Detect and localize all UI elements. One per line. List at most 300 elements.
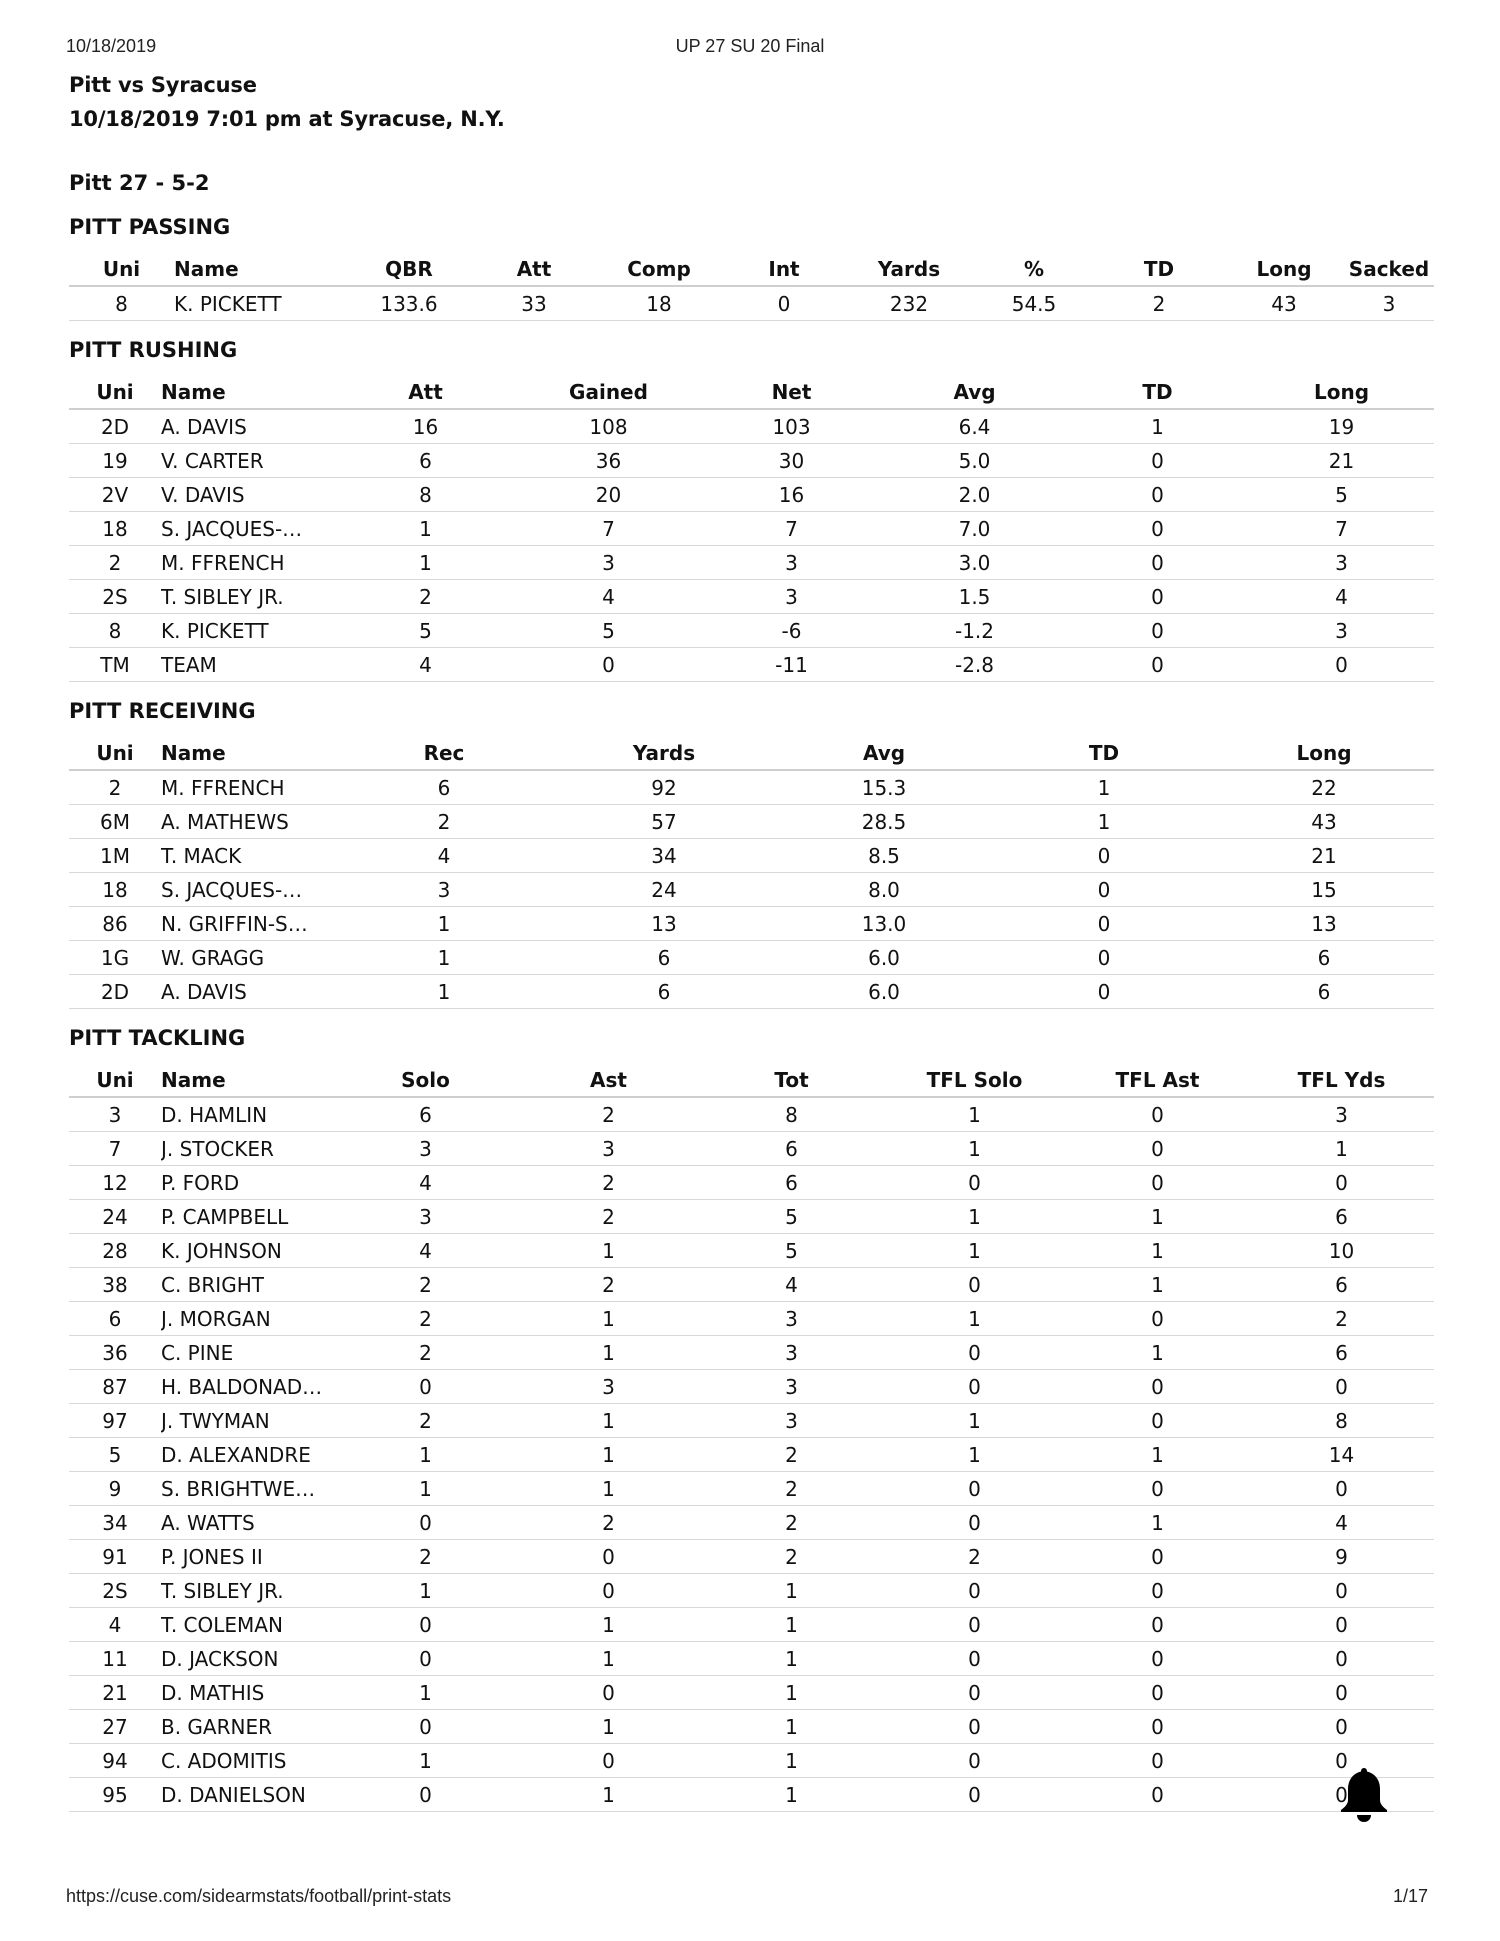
rushing-col-header: Long (1249, 375, 1434, 409)
rushing-cell: 2 (69, 546, 161, 580)
tackling-cell: 2 (1249, 1302, 1434, 1336)
receiving-header-row (69, 736, 1434, 770)
tackling-cell: 0 (883, 1472, 1066, 1506)
tackling-cell: 0 (1066, 1302, 1249, 1336)
tackling-cell: 0 (883, 1710, 1066, 1744)
tackling-cell: 1 (700, 1710, 883, 1744)
tackling-cell: 2 (334, 1268, 517, 1302)
receiving-title: PITT RECEIVING (69, 699, 256, 723)
rushing-cell: 7 (1249, 512, 1434, 546)
rushing-cell: T. SIBLEY JR. (161, 580, 334, 614)
passing-cell: 54.5 (974, 286, 1094, 321)
tackling-cell: 0 (883, 1574, 1066, 1608)
tackling-cell: 1 (883, 1234, 1066, 1268)
passing-col-header: % (974, 252, 1094, 286)
passing-cell: 43 (1224, 286, 1344, 321)
tackling-cell: 4 (1249, 1506, 1434, 1540)
tackling-col-header: Tot (700, 1063, 883, 1097)
rushing-title: PITT RUSHING (69, 338, 238, 362)
receiving-cell: 0 (994, 941, 1214, 975)
rushing-cell: 2D (69, 409, 161, 444)
passing-cell: K. PICKETT (174, 286, 344, 321)
receiving-cell: 34 (554, 839, 774, 873)
tackling-cell: 1 (700, 1778, 883, 1812)
receiving-cell: A. MATHEWS (161, 805, 334, 839)
tackling-cell: 6 (1249, 1200, 1434, 1234)
tackling-cell: 6 (700, 1132, 883, 1166)
receiving-table (69, 736, 1434, 1009)
tackling-cell: J. TWYMAN (161, 1404, 334, 1438)
tackling-col-header: Uni (69, 1063, 161, 1097)
passing-cell: 33 (474, 286, 594, 321)
rushing-cell: K. PICKETT (161, 614, 334, 648)
rushing-row (69, 512, 1434, 546)
rushing-cell: 0 (1066, 444, 1249, 478)
receiving-row (69, 873, 1434, 907)
tackling-cell: 1 (883, 1097, 1066, 1132)
tackling-cell: 1 (517, 1710, 700, 1744)
rushing-cell: -11 (700, 648, 883, 682)
rushing-cell: 20 (517, 478, 700, 512)
tackling-cell: 2 (517, 1268, 700, 1302)
rushing-cell: 7 (700, 512, 883, 546)
tackling-cell: 1 (517, 1472, 700, 1506)
rushing-row (69, 409, 1434, 444)
rushing-cell: 3.0 (883, 546, 1066, 580)
receiving-cell: 43 (1214, 805, 1434, 839)
tackling-cell: 28 (69, 1234, 161, 1268)
tackling-cell: 0 (1249, 1574, 1434, 1608)
receiving-row (69, 975, 1434, 1009)
rushing-cell: 18 (69, 512, 161, 546)
receiving-cell: 28.5 (774, 805, 994, 839)
tackling-cell: H. BALDONAD… (161, 1370, 334, 1404)
passing-cell: 8 (69, 286, 174, 321)
rushing-cell: S. JACQUES-… (161, 512, 334, 546)
tackling-cell: 1 (700, 1574, 883, 1608)
rushing-cell: 1 (334, 546, 517, 580)
tackling-cell: 5 (69, 1438, 161, 1472)
rushing-row (69, 648, 1434, 682)
tackling-cell: 0 (1066, 1710, 1249, 1744)
tackling-cell: 87 (69, 1370, 161, 1404)
rushing-cell: 5.0 (883, 444, 1066, 478)
tackling-cell: J. MORGAN (161, 1302, 334, 1336)
receiving-cell: 86 (69, 907, 161, 941)
tackling-cell: A. WATTS (161, 1506, 334, 1540)
print-date: 10/18/2019 (66, 36, 157, 56)
tackling-row (69, 1166, 1434, 1200)
passing-col-header: Int (724, 252, 844, 286)
receiving-cell: 1 (994, 770, 1214, 805)
tackling-cell: 0 (883, 1370, 1066, 1404)
tackling-cell: 1 (700, 1608, 883, 1642)
tackling-cell: 8 (700, 1097, 883, 1132)
passing-cell: 133.6 (344, 286, 474, 321)
tackling-cell: P. CAMPBELL (161, 1200, 334, 1234)
passing-cell: 232 (844, 286, 974, 321)
tackling-cell: 7 (69, 1132, 161, 1166)
tackling-cell: 1 (883, 1438, 1066, 1472)
rushing-cell: 1 (1066, 409, 1249, 444)
rushing-cell: 5 (517, 614, 700, 648)
rushing-col-header: Net (700, 375, 883, 409)
tackling-cell: 0 (883, 1268, 1066, 1302)
receiving-cell: 6M (69, 805, 161, 839)
rushing-col-header: Gained (517, 375, 700, 409)
tackling-cell: 0 (1066, 1642, 1249, 1676)
tackling-cell: 1 (517, 1608, 700, 1642)
passing-cell: 2 (1094, 286, 1224, 321)
tackling-cell: 0 (1066, 1166, 1249, 1200)
receiving-cell: 6.0 (774, 941, 994, 975)
tackling-row (69, 1404, 1434, 1438)
rushing-row (69, 444, 1434, 478)
receiving-cell: 1M (69, 839, 161, 873)
receiving-cell: 2 (334, 805, 554, 839)
receiving-cell: 0 (994, 975, 1214, 1009)
receiving-col-header: Rec (334, 736, 554, 770)
print-header (66, 36, 1434, 60)
receiving-cell: 6 (334, 770, 554, 805)
tackling-cell: C. ADOMITIS (161, 1744, 334, 1778)
rushing-cell: 5 (1249, 478, 1434, 512)
tackling-cell: 0 (1249, 1472, 1434, 1506)
tackling-cell: T. SIBLEY JR. (161, 1574, 334, 1608)
tackling-cell: 1 (517, 1778, 700, 1812)
rushing-cell: 1 (334, 512, 517, 546)
tackling-cell: 0 (1066, 1778, 1249, 1812)
rushing-row (69, 478, 1434, 512)
tackling-cell: 2 (334, 1302, 517, 1336)
rushing-cell: 6.4 (883, 409, 1066, 444)
passing-col-header: Long (1224, 252, 1344, 286)
tackling-row (69, 1200, 1434, 1234)
tackling-row (69, 1506, 1434, 1540)
tackling-cell: 1 (334, 1438, 517, 1472)
tackling-cell: 1 (334, 1574, 517, 1608)
tackling-cell: 2 (517, 1166, 700, 1200)
tackling-col-header: Solo (334, 1063, 517, 1097)
tackling-cell: 38 (69, 1268, 161, 1302)
tackling-cell: 1 (1066, 1438, 1249, 1472)
tackling-cell: 0 (334, 1608, 517, 1642)
rushing-cell: 0 (517, 648, 700, 682)
tackling-cell: 2 (334, 1540, 517, 1574)
tackling-cell: 1 (517, 1404, 700, 1438)
tackling-cell: 2 (334, 1404, 517, 1438)
tackling-cell: 2 (700, 1540, 883, 1574)
tackling-cell: 3 (700, 1336, 883, 1370)
rushing-cell: 4 (1249, 580, 1434, 614)
tackling-cell: P. JONES II (161, 1540, 334, 1574)
tackling-cell: 1 (1066, 1506, 1249, 1540)
tackling-cell: 1 (883, 1132, 1066, 1166)
tackling-cell: 4 (700, 1268, 883, 1302)
tackling-cell: 3 (700, 1404, 883, 1438)
passing-table (69, 252, 1434, 321)
tackling-cell: 2 (700, 1506, 883, 1540)
tackling-cell: B. GARNER (161, 1710, 334, 1744)
receiving-cell: 6 (1214, 975, 1434, 1009)
receiving-col-header: Avg (774, 736, 994, 770)
passing-col-header: QBR (344, 252, 474, 286)
tackling-row (69, 1234, 1434, 1268)
passing-col-header: Yards (844, 252, 974, 286)
tackling-row (69, 1336, 1434, 1370)
rushing-cell: 16 (700, 478, 883, 512)
rushing-row (69, 546, 1434, 580)
tackling-cell: 3 (1249, 1097, 1434, 1132)
tackling-col-header: TFL Solo (883, 1063, 1066, 1097)
passing-row (69, 286, 1434, 321)
tackling-cell: D. ALEXANDRE (161, 1438, 334, 1472)
tackling-cell: 24 (69, 1200, 161, 1234)
rushing-col-header: Uni (69, 375, 161, 409)
tackling-cell: 1 (334, 1676, 517, 1710)
tackling-cell: D. DANIELSON (161, 1778, 334, 1812)
tackling-cell: K. JOHNSON (161, 1234, 334, 1268)
receiving-cell: 6.0 (774, 975, 994, 1009)
passing-col-header: TD (1094, 252, 1224, 286)
tackling-row (69, 1778, 1434, 1812)
tackling-cell: 0 (883, 1506, 1066, 1540)
receiving-cell: 1 (334, 907, 554, 941)
tackling-cell: 27 (69, 1710, 161, 1744)
rushing-cell: 4 (517, 580, 700, 614)
rushing-cell: 3 (1249, 614, 1434, 648)
receiving-cell: 1G (69, 941, 161, 975)
rushing-cell: 6 (334, 444, 517, 478)
rushing-cell: 4 (334, 648, 517, 682)
tackling-cell: 1 (1066, 1200, 1249, 1234)
receiving-cell: 15.3 (774, 770, 994, 805)
page-number: 1/17 (1392, 1886, 1428, 1906)
tackling-col-header: TFL Ast (1066, 1063, 1249, 1097)
tackling-header-row (69, 1063, 1434, 1097)
receiving-cell: 1 (334, 941, 554, 975)
rushing-cell: 8 (334, 478, 517, 512)
tackling-cell: 0 (1066, 1370, 1249, 1404)
tackling-cell: 0 (883, 1642, 1066, 1676)
receiving-cell: 3 (334, 873, 554, 907)
bell-icon[interactable] (1336, 1764, 1392, 1824)
tackling-cell: P. FORD (161, 1166, 334, 1200)
tackling-cell: 1 (517, 1302, 700, 1336)
game-matchup: Pitt vs Syracuse (69, 73, 257, 97)
receiving-cell: 4 (334, 839, 554, 873)
rushing-cell: 2S (69, 580, 161, 614)
tackling-cell: D. JACKSON (161, 1642, 334, 1676)
tackling-cell: 3 (700, 1302, 883, 1336)
tackling-cell: 0 (1066, 1608, 1249, 1642)
receiving-cell: 0 (994, 873, 1214, 907)
rushing-cell: 3 (700, 546, 883, 580)
receiving-cell: 21 (1214, 839, 1434, 873)
rushing-cell: -2.8 (883, 648, 1066, 682)
tackling-col-header: Name (161, 1063, 334, 1097)
receiving-row (69, 770, 1434, 805)
tackling-col-header: TFL Yds (1249, 1063, 1434, 1097)
receiving-cell: T. MACK (161, 839, 334, 873)
receiving-cell: 0 (994, 839, 1214, 873)
receiving-row (69, 907, 1434, 941)
passing-header-row (69, 252, 1434, 286)
tackling-cell: 0 (1066, 1574, 1249, 1608)
tackling-cell: 1 (883, 1200, 1066, 1234)
receiving-cell: 57 (554, 805, 774, 839)
passing-col-header: Comp (594, 252, 724, 286)
tackling-cell: 0 (517, 1744, 700, 1778)
passing-title: PITT PASSING (69, 215, 231, 239)
tackling-cell: 0 (334, 1778, 517, 1812)
tackling-cell: 0 (1249, 1778, 1434, 1812)
rushing-cell: 2.0 (883, 478, 1066, 512)
tackling-cell: 4 (334, 1234, 517, 1268)
tackling-row (69, 1540, 1434, 1574)
tackling-cell: 3 (334, 1200, 517, 1234)
tackling-cell: 1 (1249, 1132, 1434, 1166)
rushing-cell: 5 (334, 614, 517, 648)
rushing-cell: 3 (700, 580, 883, 614)
rushing-cell: 103 (700, 409, 883, 444)
passing-cell: 18 (594, 286, 724, 321)
tackling-cell: 2S (69, 1574, 161, 1608)
tackling-cell: 3 (517, 1132, 700, 1166)
rushing-cell: 7.0 (883, 512, 1066, 546)
rushing-cell: 21 (1249, 444, 1434, 478)
rushing-cell: 0 (1066, 478, 1249, 512)
tackling-cell: 91 (69, 1540, 161, 1574)
tackling-cell: 12 (69, 1166, 161, 1200)
tackling-cell: 94 (69, 1744, 161, 1778)
receiving-cell: 6 (1214, 941, 1434, 975)
tackling-cell: D. MATHIS (161, 1676, 334, 1710)
tackling-cell: 0 (334, 1642, 517, 1676)
tackling-row (69, 1472, 1434, 1506)
receiving-cell: 22 (1214, 770, 1434, 805)
receiving-cell: 2 (69, 770, 161, 805)
rushing-cell: 0 (1066, 546, 1249, 580)
tackling-cell: 1 (883, 1302, 1066, 1336)
receiving-row (69, 839, 1434, 873)
tackling-cell: 0 (1249, 1744, 1434, 1778)
rushing-cell: 108 (517, 409, 700, 444)
passing-col-header: Att (474, 252, 594, 286)
passing-cell: 3 (1344, 286, 1434, 321)
receiving-cell: 92 (554, 770, 774, 805)
rushing-cell: 36 (517, 444, 700, 478)
rushing-cell: 7 (517, 512, 700, 546)
tackling-cell: 0 (883, 1166, 1066, 1200)
tackling-cell: 9 (69, 1472, 161, 1506)
tackling-cell: 8 (1249, 1404, 1434, 1438)
tackling-table (69, 1063, 1434, 1812)
tackling-cell: 1 (517, 1234, 700, 1268)
tackling-row (69, 1097, 1434, 1132)
receiving-cell: 1 (994, 805, 1214, 839)
receiving-col-header: Uni (69, 736, 161, 770)
rushing-cell: 19 (1249, 409, 1434, 444)
receiving-cell: 18 (69, 873, 161, 907)
receiving-cell: 8.5 (774, 839, 994, 873)
tackling-cell: 0 (517, 1574, 700, 1608)
tackling-cell: 2 (700, 1438, 883, 1472)
rushing-cell: -6 (700, 614, 883, 648)
tackling-cell: 0 (1249, 1370, 1434, 1404)
passing-col-header: Name (174, 252, 344, 286)
passing-col-header: Sacked (1344, 252, 1434, 286)
tackling-cell: 0 (883, 1608, 1066, 1642)
tackling-row (69, 1302, 1434, 1336)
rushing-row (69, 614, 1434, 648)
tackling-cell: 6 (700, 1166, 883, 1200)
tackling-cell: D. HAMLIN (161, 1097, 334, 1132)
receiving-cell: 15 (1214, 873, 1434, 907)
tackling-cell: 2 (883, 1540, 1066, 1574)
print-url: https://cuse.com/sidearmstats/football/print-stats (66, 1886, 452, 1906)
tackling-row (69, 1438, 1434, 1472)
receiving-cell: 1 (334, 975, 554, 1009)
rushing-cell: 2V (69, 478, 161, 512)
tackling-cell: 1 (700, 1676, 883, 1710)
tackling-cell: C. BRIGHT (161, 1268, 334, 1302)
tackling-row (69, 1132, 1434, 1166)
tackling-cell: S. BRIGHTWE… (161, 1472, 334, 1506)
tackling-cell: 0 (1249, 1608, 1434, 1642)
tackling-cell: J. STOCKER (161, 1132, 334, 1166)
tackling-row (69, 1744, 1434, 1778)
tackling-cell: 10 (1249, 1234, 1434, 1268)
passing-col-header: Uni (69, 252, 174, 286)
receiving-col-header: TD (994, 736, 1214, 770)
rushing-col-header: Avg (883, 375, 1066, 409)
tackling-cell: 6 (69, 1302, 161, 1336)
tackling-cell: 34 (69, 1506, 161, 1540)
rushing-cell: 0 (1066, 580, 1249, 614)
tackling-cell: 0 (1066, 1540, 1249, 1574)
rushing-cell: M. FFRENCH (161, 546, 334, 580)
receiving-cell: S. JACQUES-… (161, 873, 334, 907)
stats-content (69, 68, 1434, 1812)
tackling-cell: 95 (69, 1778, 161, 1812)
receiving-col-header: Long (1214, 736, 1434, 770)
rushing-header-row (69, 375, 1434, 409)
tackling-cell: 2 (517, 1097, 700, 1132)
tackling-row (69, 1710, 1434, 1744)
rushing-cell: 0 (1066, 614, 1249, 648)
tackling-row (69, 1642, 1434, 1676)
tackling-cell: 0 (1249, 1642, 1434, 1676)
rushing-col-header: Name (161, 375, 334, 409)
rushing-row (69, 580, 1434, 614)
tackling-cell: 1 (334, 1744, 517, 1778)
rushing-cell: 0 (1066, 512, 1249, 546)
tackling-row (69, 1268, 1434, 1302)
tackling-cell: 3 (334, 1132, 517, 1166)
tackling-cell: C. PINE (161, 1336, 334, 1370)
tackling-cell: 4 (69, 1608, 161, 1642)
tackling-cell: T. COLEMAN (161, 1608, 334, 1642)
tackling-cell: 11 (69, 1642, 161, 1676)
receiving-row (69, 805, 1434, 839)
tackling-cell: 0 (883, 1676, 1066, 1710)
rushing-cell: 30 (700, 444, 883, 478)
tackling-cell: 0 (334, 1506, 517, 1540)
receiving-cell: 6 (554, 941, 774, 975)
tackling-cell: 0 (334, 1370, 517, 1404)
tackling-row (69, 1608, 1434, 1642)
